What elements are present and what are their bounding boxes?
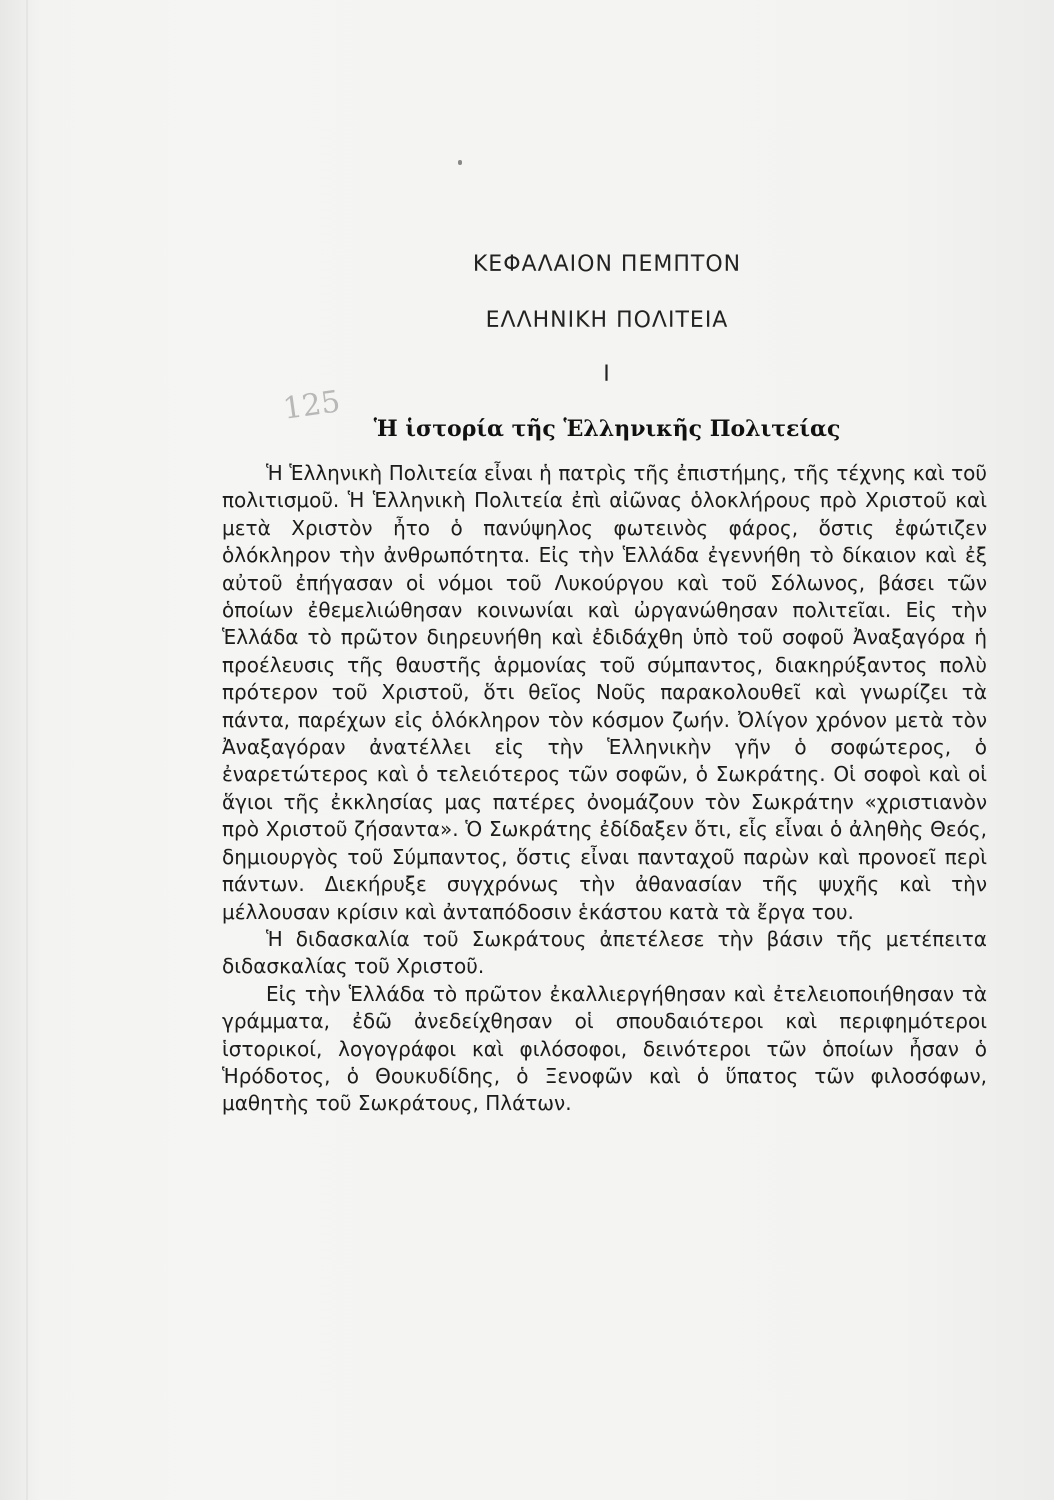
part-heading: ΕΛΛΗΝΙΚΗ ΠΟΛΙΤΕΙΑ (485, 308, 729, 333)
paragraph-3: Εἰς τὴν Ἑλλάδα τὸ πρῶτον ἐκαλλιεργήθησαν καὶ ἐτελειοποιήθησαν τὰ γράμματα, ἐδῶ ἀνεδείχθησαν οἱ σπουδαιότεροι καὶ περιφημότεροι ἱστορικοί, λογογράφοι καὶ φιλόσοφοι, δεινότεροι τῶν ὁποίων ἦσαν ὁ Ἡρόδοτος, ὁ Θουκυδίδης, ὁ Ξενοφῶν καὶ ὁ ὕπατος τῶν φιλοσόφων, μαθητὴς τοῦ Σωκράτους, Πλάτων. (222, 981, 987, 1116)
chapter-heading: ΚΕΦΑΛΑΙΟΝ ΠΕΜΠΤΟΝ (472, 252, 742, 277)
section-number: Ι (603, 362, 611, 387)
handwritten-margin-note: 125 (280, 384, 343, 427)
ink-speck (458, 160, 462, 165)
paragraph-1: Ἡ Ἑλληνικὴ Πολιτεία εἶναι ἡ πατρὶς τῆς ἐπιστήμης, τῆς τέχνης καὶ τοῦ πολιτισμοῦ. Ἡ Ἑλληνικὴ Πολιτεία ἐπὶ αἰῶνας ὁλοκλήρους πρὸ Χριστοῦ καὶ μετὰ Χριστὸν ἦτο ὁ πανύψηλος φωτεινὸς φάρος, ὅστις ἐφώτιζεν ὁλόκληρον τὴν ἀνθρωπότητα. Εἰς τὴν Ἑλλάδα ἐγεννήθη τὸ δίκαιον καὶ ἐξ αὐτοῦ ἐπήγασαν οἱ νόμοι τοῦ Λυκούργου καὶ τοῦ Σόλωνος, βάσει τῶν ὁποίων ἐθεμελιώθησαν κοινωνίαι καὶ ὠργανώθησαν πολιτεῖαι. Εἰς τὴν Ἑλλάδα τὸ πρῶτον διηρευνήθη καὶ ἐδιδάχθη ὑπὸ τοῦ σοφοῦ Ἀναξαγόρα ἡ προέλευσις τῆς θαυστῆς ἁρμονίας τοῦ σύμπαντος, διακηρύξαντος πολὺ πρότερον τοῦ Χριστοῦ, ὅτι θεῖος Νοῦς παρακολουθεῖ καὶ γνωρίζει τὰ πάντα, παρέχων εἰς ὁλόκληρον τὸν κόσμον ζωήν. Ὀλίγον χρόνον μετὰ τὸν Ἀναξαγόραν ἀνατέλλει εἰς τὴν Ἑλληνικὴν γῆν ὁ σοφώτερος, ὁ ἐναρετώτερος καὶ ὁ τελειότερος τῶν σοφῶν, ὁ Σωκράτης. Οἱ σοφοὶ καὶ οἱ ἅγιοι τῆς ἐκκλησίας μας πατέρες ὀνομάζουν τὸν Σωκράτην «χριστιανὸν πρὸ Χριστοῦ ζήσαντα». Ὁ Σωκράτης ἐδίδαξεν ὅτι, εἷς εἶναι ὁ ἀληθὴς Θεός, δημιουργὸς τοῦ Σύμπαντος, ὅστις εἶναι πανταχοῦ παρὼν καὶ προνοεῖ περὶ πάντων. Διεκήρυξε συγχρόνως τὴν ἀθανασίαν τῆς ψυχῆς καὶ τὴν μέλλουσαν κρίσιν καὶ ἀνταπόδοσιν ἑκάστου κατὰ τὰ ἔργα του. (222, 461, 987, 924)
page-fold-shadow (26, 0, 28, 1500)
body-text (222, 460, 987, 1118)
section-title: Ἡ ἱστορία τῆς Ἑλληνικῆς Πολιτείας (373, 416, 841, 442)
paragraph-2: Ἡ διδασκαλία τοῦ Σωκράτους ἀπετέλεσε τὴν βάσιν τῆς μετέπειτα διδασκαλίας τοῦ Χριστοῦ. (222, 926, 987, 979)
